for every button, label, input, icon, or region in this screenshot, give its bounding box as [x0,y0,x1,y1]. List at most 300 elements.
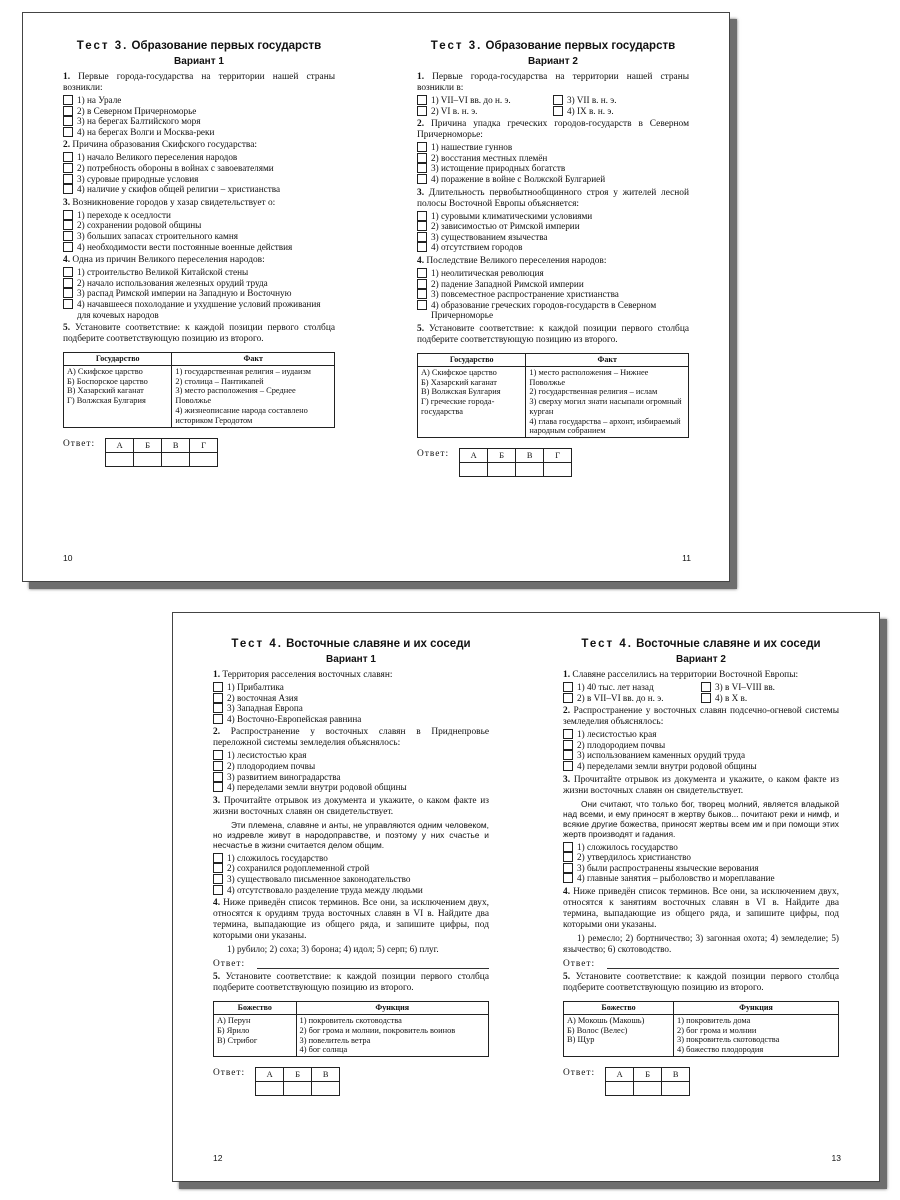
answer-grid [459,448,572,477]
option [63,278,335,289]
answer-checkbox[interactable] [63,184,73,194]
option [553,95,689,106]
option-text: 2) сохранился родоплеменной строй [227,863,370,874]
option [213,874,489,885]
options-q2 [63,152,335,194]
option-text: 1) VII–VI вв. до н. э. [431,95,511,105]
document-excerpt: Эти племена, славяне и анты, не управляются одним человеком, но издревле живут в народоправстве, и поэтому у них счастье и несчастье в жизни считается делом общим. [213,819,489,850]
answer-checkbox[interactable] [417,211,427,221]
answer-checkbox[interactable] [213,863,223,873]
question-1 [417,72,689,94]
option-text: 3) использованием каменных орудий труда [577,750,746,761]
answer-letter: А [460,449,488,463]
match-item: Б) Боспорское царство [67,376,148,386]
test-number: Тест 4. [581,638,633,650]
test-topic: Восточные славяне и их соседи [636,638,821,650]
answer-letter: А [106,438,134,452]
question-text: Последствие Великого переселения народов: [426,255,607,266]
answer-checkbox[interactable] [63,163,73,173]
options-q1 [213,682,489,724]
answer-checkbox[interactable] [213,750,223,760]
answer-checkbox[interactable] [417,242,427,252]
option [63,174,335,185]
question-text: Распространение у восточных славян в Приднепровье переложной системы земледелия объяснялось: [213,727,489,749]
column-header: Факт [172,353,335,366]
test-number: Тест 3. [430,40,483,52]
page-12 [173,613,527,1183]
page-11 [377,13,731,583]
answer-cell[interactable] [106,452,134,466]
column-header: Божество [214,1002,297,1015]
option [553,106,689,117]
question-text: Одна из причин Великого переселения народов: [72,255,265,266]
page-number: 10 [63,553,73,563]
answer-block [213,1067,489,1096]
option-text: 3) развитием виноградарства [227,771,341,782]
option-text: 3) в VI–VIII вв. [715,682,775,692]
answer-checkbox[interactable] [63,106,73,116]
option [417,142,689,153]
question-text: Ниже приведён список терминов. Все они, за исключением двух, относятся к занятиям восточных славян в VI в. Найдите два термина, выпадающие из общего ряда, и запишите цифры, под которыми они указаны. [563,886,840,930]
option-text: 2) плодородием почвы [577,739,666,750]
question-number: 4. [417,255,425,266]
option [701,682,839,693]
question-text: Длительность первобытнообщинного строя у жителей лесной полосы Восточной Европы объясняется: [417,187,689,209]
match-item: Б) Ярило [217,1025,250,1035]
answer-grid [605,1067,690,1096]
answer-checkbox[interactable] [63,127,73,137]
options-q3 [63,210,335,252]
answer-checkbox[interactable] [63,267,73,277]
answer-checkbox[interactable] [63,152,73,162]
question-number: 3. [63,197,71,208]
answer-checkbox[interactable] [563,750,573,760]
answer-checkbox[interactable] [63,242,73,252]
question-4 [213,898,489,942]
answer-checkbox[interactable] [417,153,427,163]
book-spread-test-4 [172,612,880,1182]
answer-checkbox[interactable] [63,299,73,309]
match-item: 4) бог солнца [299,1045,348,1055]
question-text: Причина образования Скифского государства: [72,140,257,151]
option [563,740,839,751]
question-2 [417,119,689,141]
option [417,174,689,185]
option-text: 3) распад Римской империи на Западную и Восточную [77,288,292,299]
answer-checkbox[interactable] [417,142,427,152]
options-q4 [63,267,335,320]
answer-letter: Г [190,438,218,452]
match-item: 4) божество плодородия [677,1045,764,1055]
right-column [296,1014,489,1056]
question-3 [63,198,335,209]
answer-cell[interactable] [606,1081,634,1095]
option-text: 1) лесистостью края [577,729,657,740]
test-title [563,637,839,651]
answer-line[interactable] [607,959,839,969]
question-2 [63,140,335,151]
match-item: В) Щур [567,1035,595,1045]
option-text: 1) строительство Великой Китайской стены [77,267,249,278]
option [63,184,335,195]
answer-checkbox[interactable] [63,116,73,126]
answer-checkbox[interactable] [63,278,73,288]
match-item: 2) государственная религия – ислам [529,387,658,397]
option [417,268,689,279]
question-4 [417,256,689,267]
question-text: Установите соответствие: к каждой позиции первого столбца подберите соответствующую позицию из второго. [417,323,689,345]
answer-block [63,438,335,467]
answer-checkbox[interactable] [563,873,573,883]
option-text: 4) переделами земли внутри родовой общины [577,760,757,771]
question-text: Прочитайте отрывок из документа и укажите, о каком факте из жизни восточных славян он свидетельствует. [213,795,489,817]
page-10 [23,13,377,583]
match-item: А) Скифское царство [421,367,497,377]
option [213,750,489,761]
question-number: 3. [417,187,425,198]
question-text: Первые города-государства на территории нашей страны возникли: [63,72,336,93]
answer-cell[interactable] [312,1082,340,1096]
answer-checkbox[interactable] [701,682,711,692]
question-text: Прочитайте отрывок из документа и укажите, о каком факте из жизни восточных славян он свидетельствует. [563,774,839,796]
option [701,693,839,704]
option-text: 2) падение Западной Римской империи [431,278,584,289]
test-topic: Образование первых государств [485,40,676,52]
answer-checkbox[interactable] [701,693,711,703]
answer-cell[interactable] [134,452,162,466]
question-number: 3. [213,795,221,806]
answer-letter: А [606,1067,634,1081]
question-number: 3. [563,774,571,785]
answer-checkbox[interactable] [213,772,223,782]
answer-cell[interactable] [662,1081,690,1095]
match-item: 4) глава государства – архонт, избираемый народным собранием [529,416,681,436]
question-2 [213,727,489,749]
match-item: 3) повелитель ветра [299,1035,371,1045]
option-text: 1) на Урале [77,95,122,105]
answer-checkbox[interactable] [563,693,573,703]
option-text: 4) главные занятия – рыболовство и мореплавание [577,873,775,884]
question-number: 4. [213,898,221,909]
answer-block [563,1067,839,1096]
option [213,761,489,772]
variant-label: Вариант 2 [676,654,726,665]
answer-cell[interactable] [284,1082,312,1096]
answer-checkbox[interactable] [63,210,73,220]
right-column [526,366,689,438]
option-text: 3) повсеместное распространение христианства [431,289,619,300]
answer-label: Ответ: [213,1068,246,1079]
option [63,116,335,127]
option-text: 2) плодородием почвы [227,760,316,771]
question-text: Ниже приведён список терминов. Все они, за исключением двух, относятся к орудиям труда восточных славян в VI в. Найдите два термина, выпадающие из общего ряда, и запишите цифры, под которыми они указаны. [213,898,490,942]
option [563,693,701,704]
answer-checkbox[interactable] [213,853,223,863]
answer-checkbox[interactable] [563,842,573,852]
option-text: 3) VII в. н. э. [567,95,617,105]
answer-checkbox[interactable] [417,163,427,173]
answer-checkbox[interactable] [213,693,223,703]
option [417,289,689,300]
answer-grid [255,1067,340,1096]
option [417,279,689,290]
option-text: 4) отсутствовало разделение труда между людьми [227,884,423,895]
question-number: 1. [213,670,221,680]
answer-label: Ответ: [563,1067,596,1078]
variant-label: Вариант 2 [528,56,578,67]
question-4 [63,255,335,266]
option [417,163,689,174]
column-header: Функция [674,1001,839,1014]
option [417,106,553,117]
answer-cell[interactable] [162,452,190,466]
match-item: Г) Волжская Булгария [67,396,146,406]
answer-cell[interactable] [190,452,218,466]
column-header: Божество [564,1001,674,1014]
option [63,231,335,242]
option-text: 2) восстания местных племён [431,152,548,163]
options-q1 [417,95,689,116]
question-5 [417,324,689,346]
match-item: В) Хазарский каганат [67,386,144,396]
option-text: 1) нашествие гуннов [431,142,513,153]
option [213,772,489,783]
answer-checkbox[interactable] [553,95,563,105]
question-number: 1. [563,670,571,680]
right-column [172,365,335,427]
option [563,852,839,863]
match-item: А) Мокошь (Макошь) [567,1015,645,1025]
answer-checkbox[interactable] [417,279,427,289]
answer-label: Ответ: [63,438,96,449]
question-text: Установите соответствие: к каждой позиции первого столбца подберите соответствующую позицию из второго. [213,972,489,994]
answer-grid [105,438,218,467]
answer-checkbox[interactable] [417,106,427,116]
answer-checkbox[interactable] [417,289,427,299]
matching-table [213,1001,489,1057]
page-number: 12 [213,1153,223,1163]
answer-checkbox[interactable] [213,874,223,884]
option-text: 3) истощение природных богатств [431,163,566,174]
answer-checkbox[interactable] [213,761,223,771]
option [563,729,839,740]
document-excerpt: Они считают, что только бог, творец молний, является владыкой над всеми, и ему приносят в жертву быков... почитают реки и нимф, и всякие другие божества, приносят жертвы всем им и при помощи этих жертв производят и гадания. [563,798,839,839]
option [417,300,689,321]
right-column [674,1014,839,1056]
answer-checkbox[interactable] [417,232,427,242]
answer-cell[interactable] [544,463,572,477]
question-number: 1. [63,72,71,82]
option [417,211,689,222]
column-header: Государство [64,353,172,366]
question-number: 5. [63,323,71,334]
options-q2 [563,729,839,771]
question-3 [563,775,839,797]
option-text: 2) потребность обороны в войнах с завоевателями [77,162,274,173]
option-text: 3) существовало письменное законодательство [227,873,411,884]
left-column [214,1014,297,1056]
question-1 [63,72,335,94]
option [563,761,839,772]
option-text: 1) сложилось государство [577,841,678,852]
option [63,95,335,106]
left-column [418,366,526,438]
option-text: 3) Западная Европа [227,703,303,714]
answer-checkbox[interactable] [563,852,573,862]
answer-checkbox[interactable] [63,231,73,241]
question-number: 2. [213,727,221,738]
question-2 [563,706,839,728]
page-number: 11 [682,553,691,563]
answer-letter: Б [488,449,516,463]
option-text: 2) начало использования железных орудий труда [77,277,268,288]
match-item: 2) бог грома и молнии [677,1025,757,1035]
option [63,163,335,174]
answer-letter: А [256,1068,284,1082]
option [417,95,553,106]
option-text: 4) начавшееся похолодание и ухудшение условий проживания для кочевых народов [77,298,321,320]
match-item: 1) государственная религия – иудаизм [175,366,311,376]
question-number: 4. [63,255,71,266]
answer-checkbox[interactable] [417,221,427,231]
question-3 [213,796,489,818]
answer-checkbox[interactable] [553,106,563,116]
option [417,221,689,232]
question-text: Территория расселения восточных славян: [222,670,393,680]
variant-label: Вариант 1 [174,56,224,67]
question-text: Установите соответствие: к каждой позиции первого столбца подберите соответствующую позицию из второго. [63,323,335,345]
answer-checkbox[interactable] [63,95,73,105]
option [417,242,689,253]
answer-label: Ответ: [417,449,450,460]
options-q2 [417,142,689,184]
question-number: 5. [213,972,221,983]
terms-list: 1) ремесло; 2) бортничество; 3) загонная охота; 4) земледелие; 5) язычество; 6) скотоводство. [563,932,839,954]
question-4 [563,887,839,931]
answer-checkbox[interactable] [213,703,223,713]
answer-checkbox[interactable] [213,885,223,895]
answer-checkbox[interactable] [417,174,427,184]
question-number: 5. [563,971,571,982]
option-text: 3) существованием язычества [431,231,548,242]
match-item: 1) покровитель скотоводства [299,1015,402,1025]
match-item: 4) жизнеописание народа составлено историком Геродотом [175,406,308,425]
option-text: 2) в VII–VI вв. до н. э. [577,692,664,703]
option-text: 1) лесистостью края [227,750,307,761]
answer-checkbox[interactable] [563,729,573,739]
option-text: 3) были распространены языческие верования [577,862,759,873]
question-number: 4. [563,886,571,897]
match-item: 2) столица – Пантикапей [175,376,264,386]
options-q1 [563,682,839,703]
match-item: А) Скифское царство [67,366,143,376]
answer-checkbox[interactable] [213,682,223,692]
answer-checkbox[interactable] [213,782,223,792]
option-text: 1) Прибалтика [227,682,284,692]
option-text: 2) утвердилось христианство [577,852,692,863]
option [63,152,335,163]
matching-table [417,353,689,438]
answer-checkbox[interactable] [417,300,427,310]
matching-table [63,352,335,428]
answer-checkbox[interactable] [563,761,573,771]
answer-cell[interactable] [256,1082,284,1096]
options-q3 [417,211,689,253]
answer-checkbox[interactable] [63,288,73,298]
option-text: 2) сохранении родовой общины [77,220,202,231]
option [213,782,489,793]
question-number: 2. [417,119,425,130]
question-number: 5. [417,323,425,334]
question-3 [417,188,689,210]
option [213,853,489,864]
option [563,863,839,874]
question-number: 2. [563,706,571,717]
option-text: 4) на берегах Волги и Москва-реки [77,126,215,137]
match-item: В) Стрибог [217,1035,258,1045]
answer-checkbox[interactable] [213,714,223,724]
test-title [213,637,489,651]
option-text: 1) начало Великого переселения народов [77,152,238,163]
left-column [64,365,172,427]
test-title [63,39,335,53]
option-text: 4) образование греческих городов-государств в Северном Причерноморье [431,299,657,321]
answer-cell[interactable] [516,463,544,477]
option-text: 4) наличие у скифов общей религии – христианства [77,184,281,195]
option [563,873,839,884]
answer-cell[interactable] [634,1081,662,1095]
options-q3 [563,842,839,884]
book-spread-test-3 [22,12,730,582]
answer-label: Ответ: [563,958,596,969]
match-item: 3) сверху могил знати насыпали огромный курган [529,397,682,416]
option [213,693,489,704]
match-item: 1) место расположения – Нижнее Поволжье [529,367,649,387]
answer-line[interactable] [257,959,489,969]
answer-checkbox[interactable] [563,740,573,750]
answer-line-block [213,959,489,969]
answer-checkbox[interactable] [63,220,73,230]
answer-checkbox[interactable] [63,174,73,184]
option [63,288,335,299]
answer-checkbox[interactable] [563,682,573,692]
option-text: 2) восточная Азия [227,692,298,703]
answer-letter: В [516,449,544,463]
option [417,232,689,243]
test-title [417,39,689,53]
answer-checkbox[interactable] [417,268,427,278]
answer-cell[interactable] [460,463,488,477]
match-item: Б) Волос (Велес) [567,1025,628,1035]
terms-list: 1) рубило; 2) соха; 3) борона; 4) идол; 5) серп; 6) плуг. [227,944,439,955]
question-5 [213,972,489,994]
answer-checkbox[interactable] [563,863,573,873]
option-text: 4) Восточно-Европейская равнина [227,713,362,724]
question-text: Славяне расселились на территории Восточной Европы: [572,670,799,680]
option [63,210,335,221]
option [563,842,839,853]
option-text: 2) зависимостью от Римской империи [431,221,580,232]
option [63,267,335,278]
answer-letter: В [312,1068,340,1082]
answer-cell[interactable] [488,463,516,477]
answer-checkbox[interactable] [417,95,427,105]
question-text: Возникновение городов у хазар свидетельствует о: [72,197,276,208]
answer-letter: Б [134,438,162,452]
option-text: 3) на берегах Балтийского моря [77,116,201,127]
options-q2 [213,750,489,792]
option-text: 4) поражение в войне с Волжской Булгарией [431,173,606,184]
